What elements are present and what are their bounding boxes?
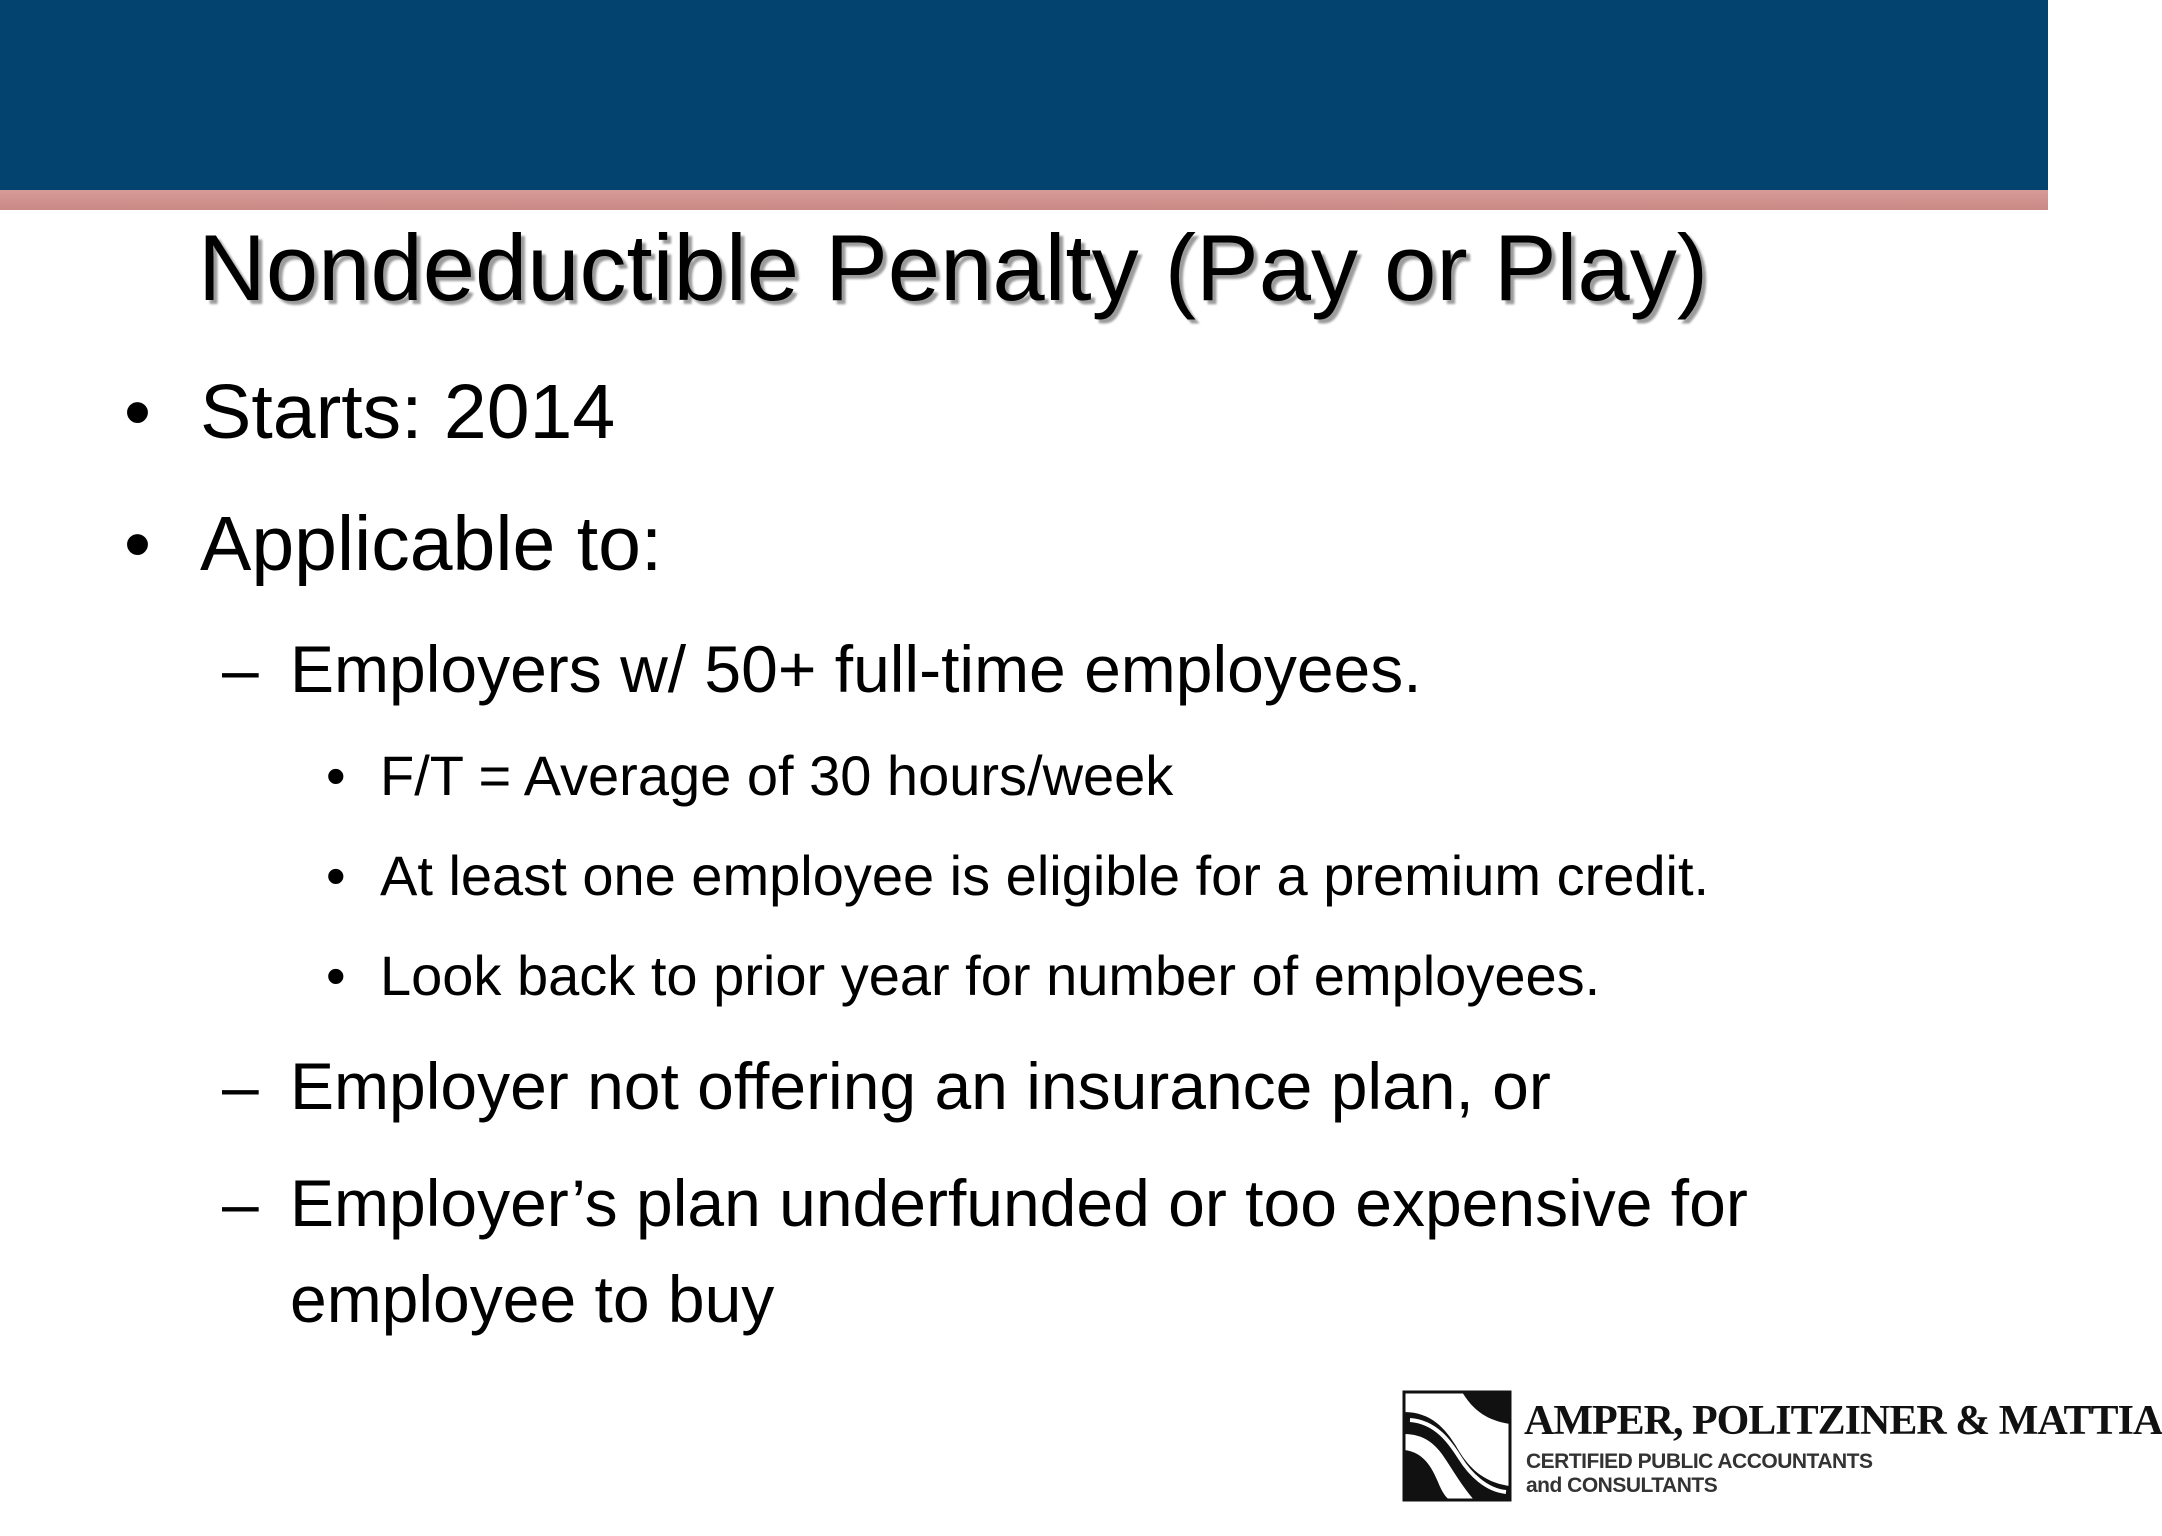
firm-name: AMPER, POLITZINER & MATTIA bbox=[1524, 1398, 2162, 1444]
bullet-text: Starts: 2014 bbox=[200, 369, 616, 455]
sub-item-no-insurance-plan bbox=[0, 1041, 2048, 1131]
bullet-marker: • bbox=[124, 369, 151, 455]
dash-marker: – bbox=[222, 632, 259, 706]
sub-item-plan-underfunded bbox=[0, 1158, 2048, 1348]
sub-item-text: Employer’s plan underfunded or too expensive for bbox=[290, 1166, 1748, 1240]
accent-stripe bbox=[0, 190, 2048, 210]
sub-sub-item-look-back bbox=[0, 941, 2048, 1011]
bullet-marker: • bbox=[124, 501, 151, 587]
sub-sub-item-text: Look back to prior year for number of employees. bbox=[380, 944, 1601, 1007]
firm-logo-mark-icon bbox=[1402, 1390, 1512, 1502]
bullet-text: Applicable to: bbox=[200, 501, 663, 587]
bullet-applicable-to bbox=[0, 494, 2048, 594]
bullet-marker: • bbox=[326, 944, 346, 1007]
dash-marker: – bbox=[222, 1166, 259, 1240]
bullet-starts bbox=[0, 362, 2048, 462]
sub-item-text: Employer not offering an insurance plan, or bbox=[290, 1049, 1551, 1123]
sub-sub-item-text: F/T = Average of 30 hours/week bbox=[380, 744, 1174, 807]
sub-item-text: Employers w/ 50+ full-time employees. bbox=[290, 632, 1422, 706]
bullet-marker: • bbox=[326, 844, 346, 907]
sub-item-continuation-text: employee to buy bbox=[290, 1262, 775, 1336]
firm-tagline-line2: and CONSULTANTS bbox=[1526, 1474, 1718, 1497]
sub-sub-item-premium-credit bbox=[0, 841, 2048, 911]
firm-tagline-line1: CERTIFIED PUBLIC ACCOUNTANTS bbox=[1526, 1450, 1873, 1473]
sub-sub-item-text: At least one employee is eligible for a premium credit. bbox=[380, 844, 1710, 907]
firm-logo bbox=[1402, 1388, 2162, 1506]
slide-title: Nondeductible Penalty (Pay or Play) bbox=[198, 215, 1709, 320]
sub-sub-item-full-time-definition bbox=[0, 741, 2048, 811]
sub-item-employers-50-plus bbox=[0, 624, 2048, 714]
header-band bbox=[0, 0, 2048, 190]
bullet-marker: • bbox=[326, 744, 346, 807]
dash-marker: – bbox=[222, 1049, 259, 1123]
